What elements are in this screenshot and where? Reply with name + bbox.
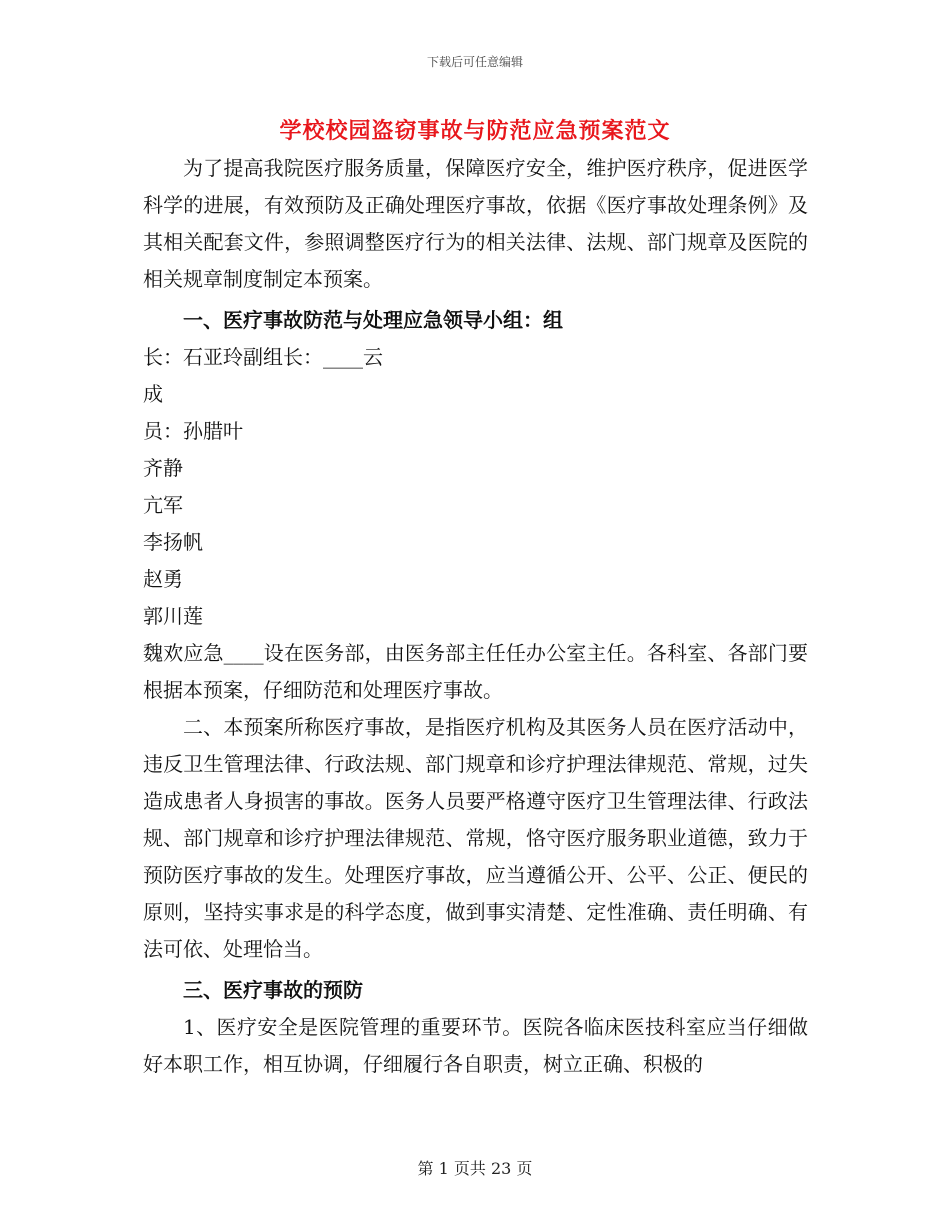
page-number-footer: 第 1 页共 23 页 <box>417 1159 533 1178</box>
section3-item1-paragraph: 1、医疗安全是医院管理的重要环节。医院各临床医技科室应当仔细做好本职工作，相互协调，仔细履行各自职责，树立正确、积极的 <box>143 1015 808 1076</box>
member-name: 赵勇 <box>143 567 183 591</box>
member-name: 齐静 <box>143 456 183 480</box>
office-paragraph: 魏欢应急____设在医务部，由医务部主任任办公室主任。各科室、各部门要根据本预案，仔细防范和处理医疗事故。 <box>143 641 808 702</box>
page-header-note: 下载后可任意编辑 <box>426 55 523 69</box>
member-line: 员：孙腊叶 <box>143 419 243 443</box>
member-name: 李扬帆 <box>143 530 203 554</box>
member-prefix: 成 <box>143 382 163 406</box>
section3-heading: 三、医疗事故的预防 <box>183 978 363 1002</box>
member-name: 亢军 <box>143 493 183 517</box>
member-name: 郭川莲 <box>143 604 203 628</box>
section2-paragraph: 二、本预案所称医疗事故，是指医疗机构及其医务人员在医疗活动中，违反卫生管理法律、行政法规、部门规章和诊疗护理法律规范、常规，过失造成患者人身损害的事故。医务人员要严格遵守医疗卫生管理法律、行政法规、部门规章和诊疗护理法律规范、常规，恪守医疗服务职业道德，致力于预防医疗事故的发生。处理医疗事故，应当遵循公开、公平、公正、便民的原则，坚持实事求是的科学态度，做到事实清楚、定性准确、责任明确、有法可依、处理恰当。 <box>143 715 808 961</box>
document-title: 学校校园盗窃事故与防范应急预案范文 <box>279 118 671 144</box>
document-body <box>143 150 808 1083</box>
intro-paragraph: 为了提高我院医疗服务质量，保障医疗安全，维护医疗秩序，促进医学科学的进展，有效预防及正确处理医疗事故，依据《医疗事故处理条例》及其相关配套文件，参照调整医疗行为的相关法律、法规、部门规章及医院的相关规章制度制定本预案。 <box>143 156 808 291</box>
leader-line: 长：石亚玲副组长：____云 <box>143 345 383 369</box>
section1-heading: 一、医疗事故防范与处理应急领导小组：组 <box>183 308 563 332</box>
